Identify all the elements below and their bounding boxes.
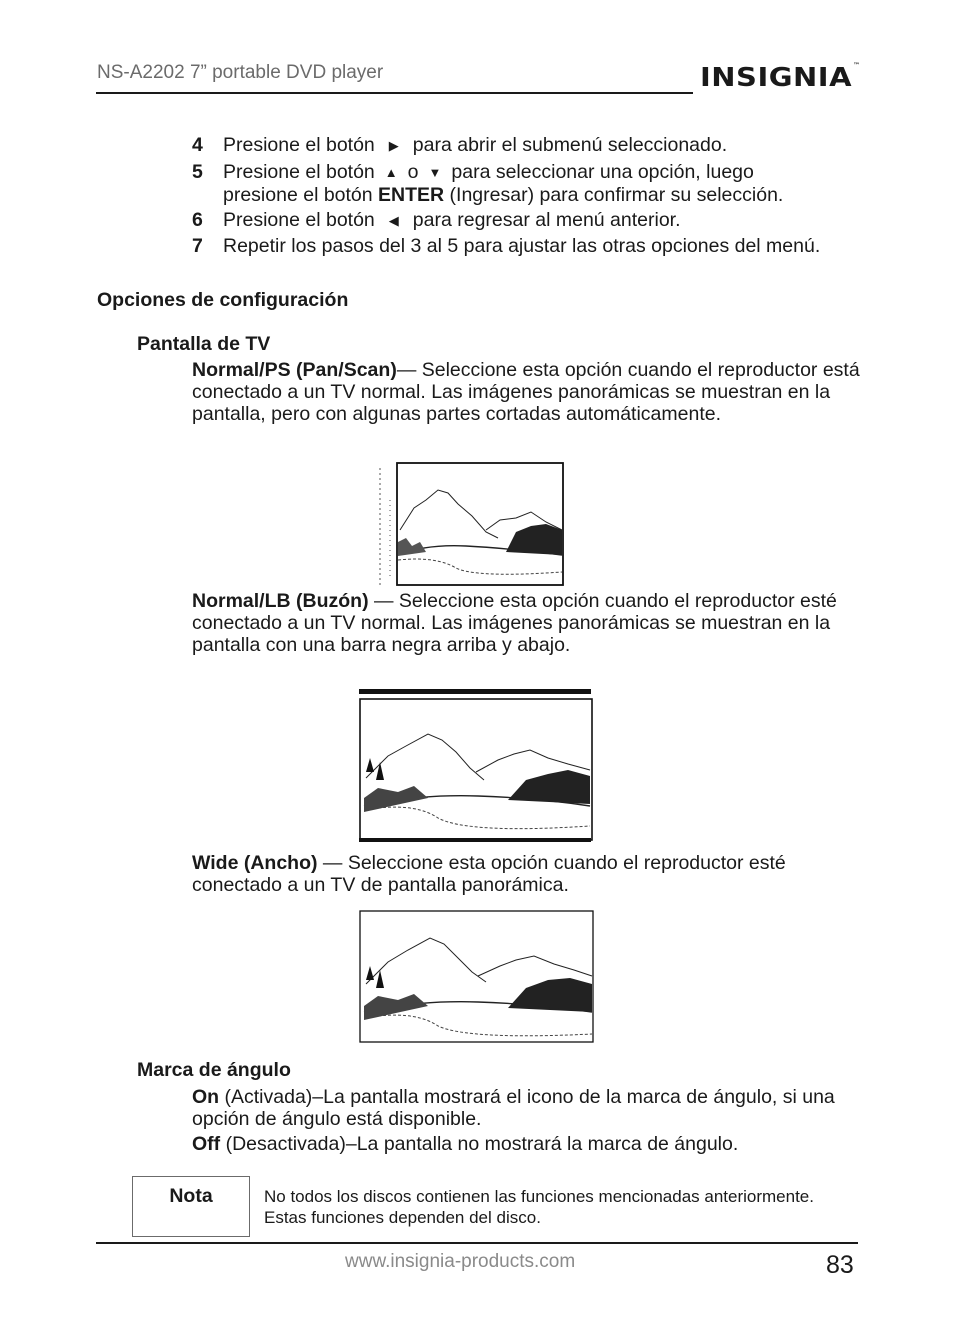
step-number: 7	[192, 235, 203, 257]
option-description: (Desactivada)–La pantalla no mostrará la marca de ángulo.	[220, 1133, 739, 1155]
step-number: 6	[192, 209, 203, 231]
step-text-before: Presione el botón	[223, 134, 375, 156]
step-text-or: o	[407, 161, 419, 183]
option-label: On	[192, 1086, 220, 1108]
left-arrow-icon: ◀	[388, 213, 399, 228]
logo-text: INSIGNIA	[700, 61, 853, 93]
insignia-logo	[700, 62, 861, 93]
page-number: 83	[826, 1251, 854, 1279]
header-divider	[96, 92, 693, 94]
option-angle-off	[192, 1133, 862, 1155]
note-box	[132, 1176, 250, 1237]
document-title: NS-A2202 7” portable DVD player	[97, 62, 384, 83]
step-text-line2: presione el botón	[223, 184, 379, 206]
note-label: Nota	[169, 1185, 213, 1207]
option-label: Normal/LB (Buzón)	[192, 590, 369, 612]
option-normal-lb	[192, 590, 862, 656]
footer-url: www.insignia-products.com	[345, 1251, 576, 1272]
step-text-after: para abrir el submenú seleccionado.	[412, 134, 728, 156]
option-angle-on	[192, 1086, 862, 1130]
widescreen-illustration	[358, 910, 596, 1044]
section-heading: Opciones de configuración	[97, 289, 349, 311]
enter-key-label: ENTER	[378, 184, 445, 206]
step-text-before: Presione el botón	[223, 161, 375, 183]
step-text	[223, 134, 863, 157]
right-arrow-icon: ▶	[388, 138, 399, 153]
footer-divider	[96, 1242, 858, 1244]
option-description: — Seleccione esta opción cuando el reproductor esté conectado a un TV normal. Las imágenes panorámicas se muestran en la pantalla con una barra negra arriba y abajo.	[192, 590, 837, 656]
step-text-after: para regresar al menú anterior.	[412, 209, 681, 231]
step-text-line2-end: (Ingresar) para confirmar su selección.	[444, 184, 784, 206]
step-text	[223, 161, 863, 206]
note-text: No todos los discos contienen las funciones mencionadas anteriormente. Estas funciones dependen del disco.	[264, 1187, 814, 1227]
option-wide	[192, 852, 862, 896]
step-text	[223, 209, 863, 232]
subsection-heading-tv-screen: Pantalla de TV	[137, 333, 271, 355]
option-description: — Seleccione esta opción cuando el reproductor está conectado a un TV normal. Las imágenes panorámicas se muestran en la pantalla, pero con algunas partes cortadas automáticamente.	[192, 359, 860, 425]
step-text-before: Presione el botón	[223, 209, 375, 231]
option-label: Normal/PS (Pan/Scan)	[192, 359, 397, 381]
up-arrow-icon: ▲	[384, 165, 398, 180]
pan-scan-illustration	[366, 460, 566, 588]
step-number: 4	[192, 134, 203, 156]
step-number: 5	[192, 161, 203, 183]
option-label: Wide (Ancho)	[192, 852, 318, 874]
option-description: — Seleccione esta opción cuando el reproductor esté conectado a un TV de pantalla panorámica.	[192, 852, 786, 896]
step-text: Repetir los pasos del 3 al 5 para ajustar las otras opciones del menú.	[223, 235, 821, 257]
option-normal-ps	[192, 359, 862, 425]
option-label: Off	[192, 1133, 221, 1155]
option-description: (Activada)–La pantalla mostrará el icono de la marca de ángulo, si una opción de ángulo está disponible.	[192, 1086, 835, 1130]
step-text-after: para seleccionar una opción, luego	[451, 161, 754, 183]
letterbox-illustration	[358, 688, 594, 846]
subsection-heading-angle-mark: Marca de ángulo	[137, 1059, 291, 1081]
trademark-mark: ™	[853, 61, 861, 69]
down-arrow-icon: ▼	[428, 165, 442, 180]
